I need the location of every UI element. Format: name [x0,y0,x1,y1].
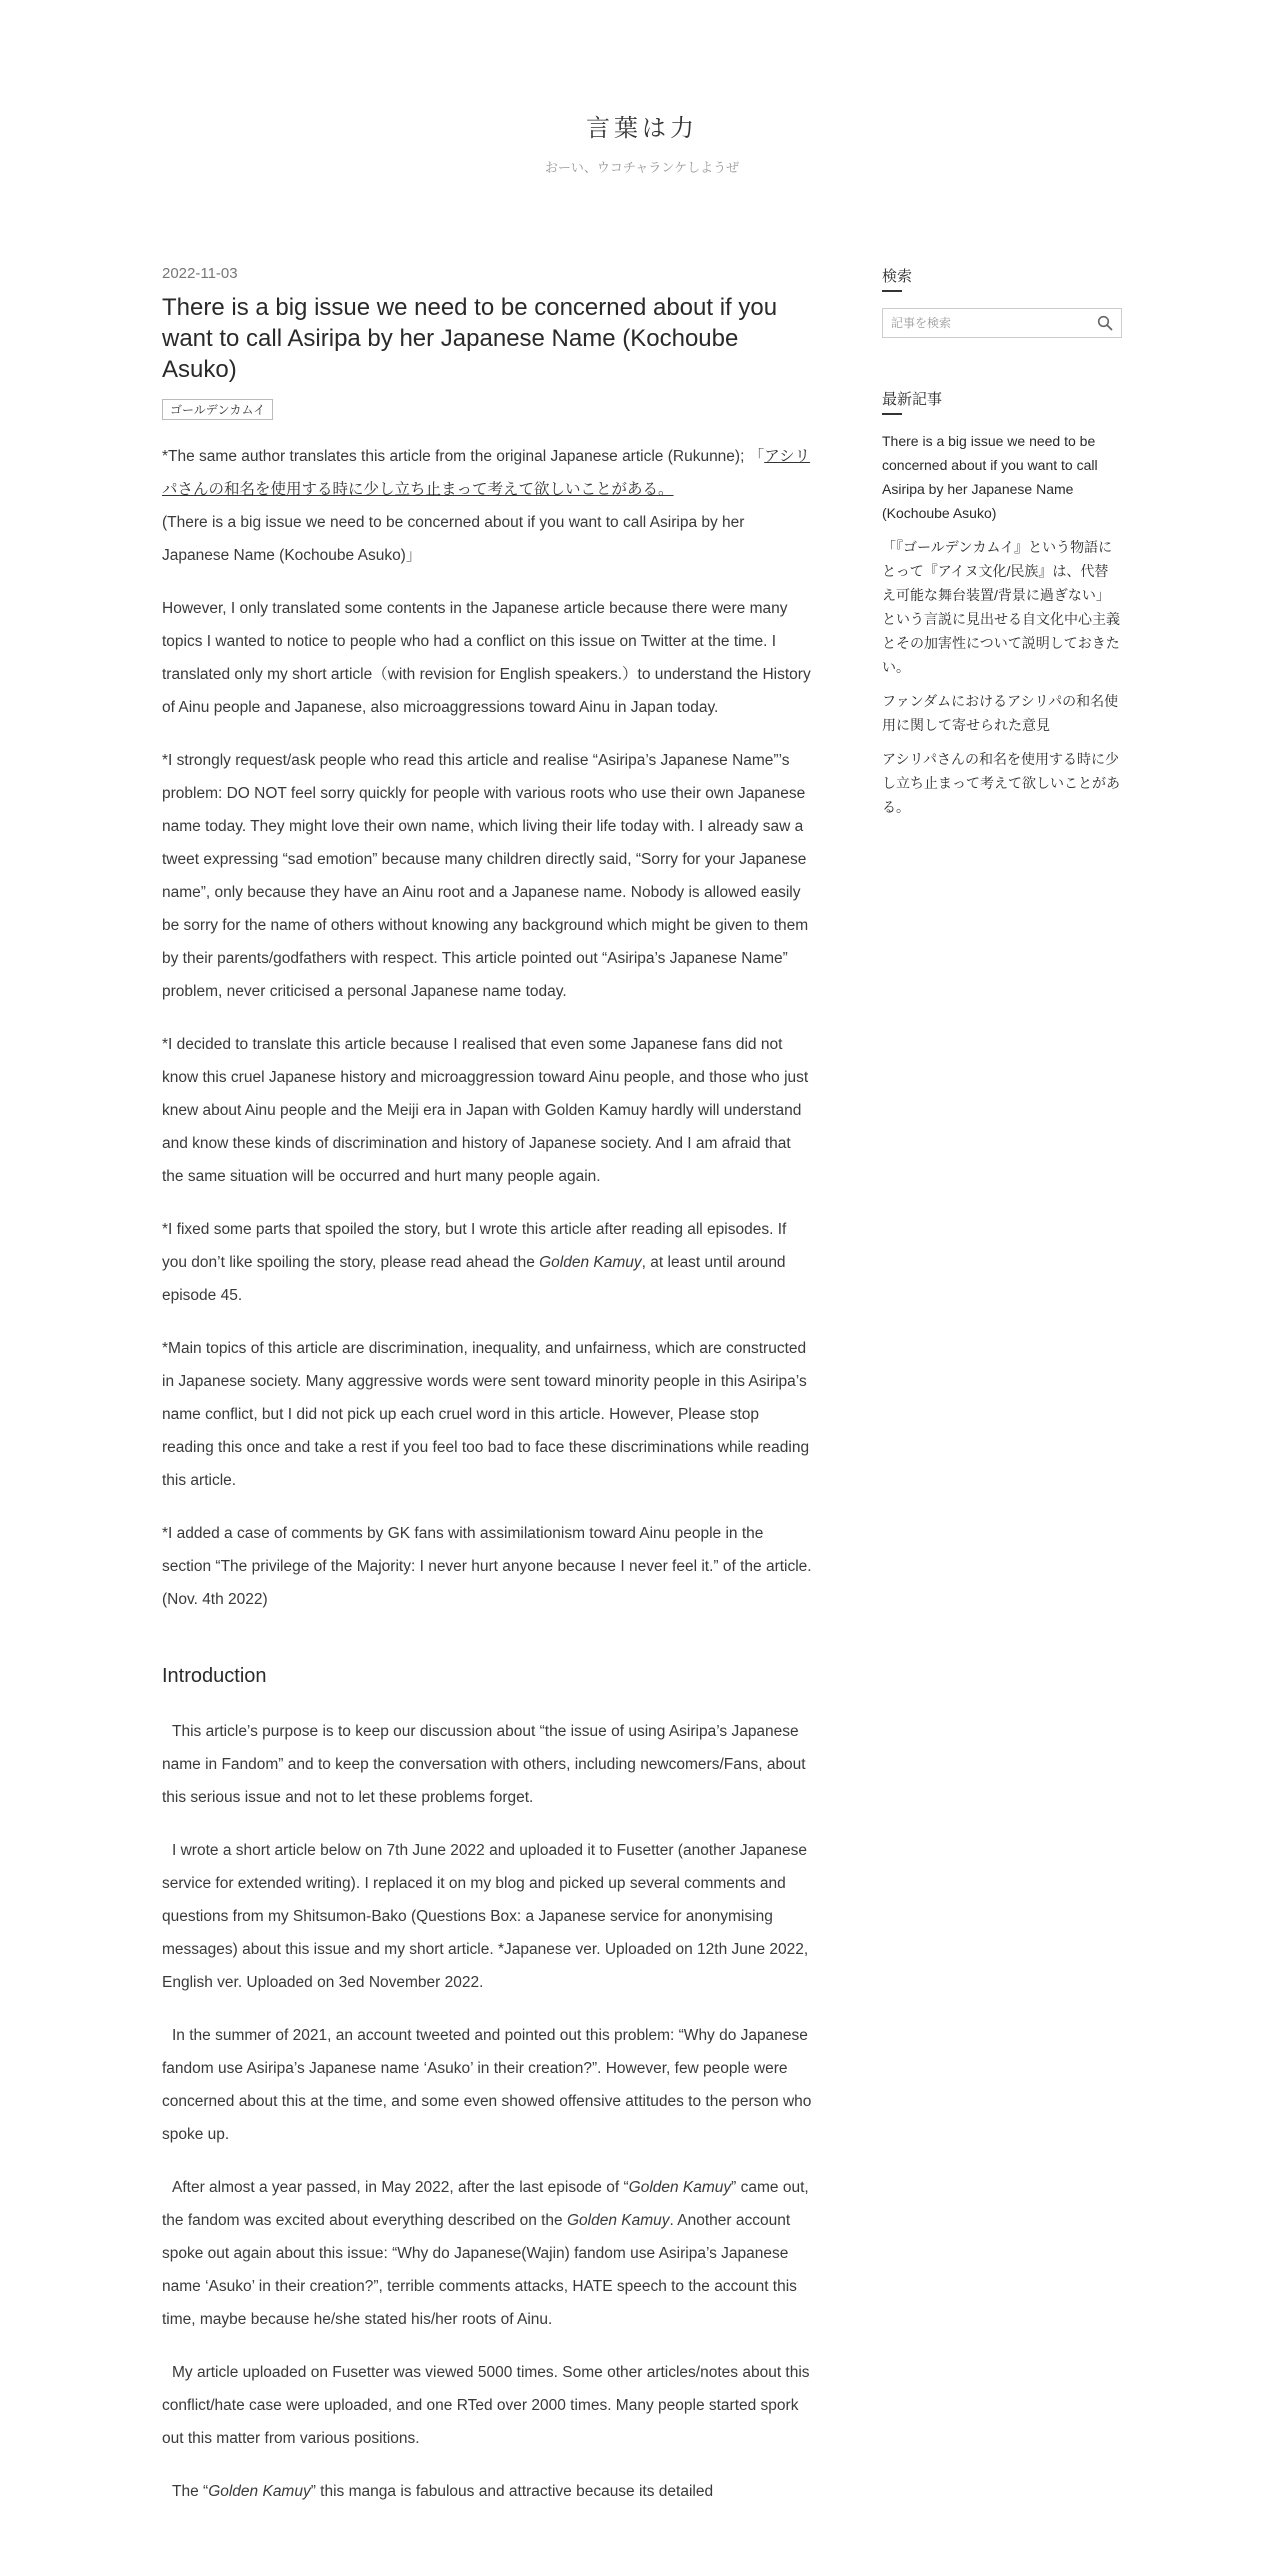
site-title[interactable]: 言葉は力 [586,115,698,142]
site-header [0,108,1284,176]
post-body [162,440,814,2508]
search-icon[interactable] [1097,315,1113,331]
paragraph: The “Golden Kamuy” this manga is fabulous and attractive because its detailed [172,2483,714,2500]
original-article-link[interactable]: アシリパさんの和名を使用する時に少し立ち止まって考えて欲しいことがある。 [162,448,811,498]
paragraph: *I added a case of comments by GK fans with assimilationism toward Ainu people in the section “The privilege of the Majority: I never hurt anyone because I never feel it.” of the article. (Nov. 4th 2022) [162,1525,812,1608]
recent-posts-list [882,429,1122,819]
category-tag[interactable]: ゴールデンカムイ [162,399,273,420]
paragraph: *I decided to translate this article because I realised that even some Japanese fans did not know this cruel Japanese history and microaggression toward Ainu people, and those who just knew about Ainu people and the Meiji era in Japan with Golden Kamuy hardly will understand and know these kinds of discrimination and history of Japanese society. And I am afraid that the same situation will be occurred and hurt many people again. [162,1036,809,1185]
search-widget [882,265,1122,338]
search-input[interactable] [883,309,1099,337]
recent-posts-widget [882,388,1122,819]
paragraph: *I fixed some parts that spoiled the story, but I wrote this article after reading all episodes. If you don’t like spoiling the story, please read ahead the Golden Kamuy, at least until around episode 45. [162,1221,787,1304]
search-widget-title: 検索 [882,265,912,292]
site-description: おーい、ウコチャランケしようぜ [544,160,740,175]
paragraph: This article’s purpose is to keep our discussion about “the issue of using Asiripa’s Japanese name in Fandom” and to keep the conversation with others, including newcomers/Fans, about this serious issue and not to let these problems forget. [162,1723,806,1806]
article [162,265,814,2528]
paragraph: After almost a year passed, in May 2022, after the last episode of “Golden Kamuy” came out, the fandom was excited about everything described on the Golden Kamuy. Another account spoke out again about this issue: “Why do Japanese(Wajin) fandom use Asiripa’s Japanese name ‘Asuko’ in their creation?”, terrible comments attacks, HATE speech to the account this time, maybe because he/she stated his/her roots of Ainu. [162,2179,809,2328]
recent-posts-title: 最新記事 [882,388,942,415]
paragraph: I wrote a short article below on 7th June 2022 and uploaded it to Fusetter (another Japanese service for extended writing). I replaced it on my blog and picked up several comments and questions from my Shitsumon-Bako (Questions Box: a Japanese service for anonymising messages) about this issue and my short article. *Japanese ver. Uploaded on 12th June 2022, English ver. Uploaded on 3ed November 2022. [162,1842,809,1991]
recent-post-link[interactable]: 「『ゴールデンカムイ』という物語にとって『アイヌ文化/民族』は、代替え可能な舞台装置/背景に過ぎない」という言説に見出せる自文化中心主義とその加害性について説明しておきたい。 [882,539,1120,675]
paragraph-translation-note: *The same author translates this article from the original Japanese article (Rukunne); 「アシリパさんの和名を使用する時に少し立ち止まって考えて欲しいことがある。 (There is a big issue we need to be concerned about if you want to call Asiripa by her Japanese Name (Kochoube Asuko)」 [162,448,811,564]
recent-post-link[interactable]: ファンダムにおけるアシリパの和名使用に関して寄せられた意見 [882,693,1119,733]
search-box [882,308,1122,338]
section-heading-introduction: Introduction [162,1665,267,1687]
paragraph: My article uploaded on Fusetter was viewed 5000 times. Some other articles/notes about this conflict/hate case were uploaded, and one RTed over 2000 times. Many people started spork out this matter from various positions. [162,2364,810,2447]
paragraph: *Main topics of this article are discrimination, inequality, and unfairness, which are constructed in Japanese society. Many aggressive words were sent toward minority people in this Asiripa’s name conflict, but I did not pick up each cruel word in this article. However, Please stop reading this once and take a rest if you feel too bad to face these discriminations while reading this article. [162,1340,810,1489]
recent-post-link[interactable]: There is a big issue we need to be concerned about if you want to call Asiripa by her Japanese Name (Kochoube Asuko) [882,433,1098,521]
paragraph: However, I only translated some contents in the Japanese article because there were many topics I wanted to notice to people who had a conflict on this issue on Twitter at the time. I translated only my short article（with revision for English speakers.）to understand the History of Ainu people and Japanese, also microaggressions toward Ainu in Japan today. [162,600,811,716]
post-date: 2022-11-03 [162,265,238,282]
paragraph: *I strongly request/ask people who read this article and realise “Asiripa’s Japanese Name”’s problem: DO NOT feel sorry quickly for people with various roots who use their own Japanese name today. They might love their own name, which living their life today with. I already saw a tweet expressing “sad emotion” because many children directly said, “Sorry for your Japanese name”, only because they have an Ainu root and a Japanese name. Nobody is allowed easily be sorry for the name of others without knowing any background which might be given to them by their parents/godfathers with respect. This article pointed out “Asiripa’s Japanese Name” problem, never criticised a personal Japanese name today. [162,752,809,1000]
recent-post-link[interactable]: アシリパさんの和名を使用する時に少し立ち止まって考えて欲しいことがある。 [882,751,1120,815]
paragraph: In the summer of 2021, an account tweeted and pointed out this problem: “Why do Japanese fandom use Asiripa’s Japanese name ‘Asuko’ in their creation?”. However, few people were concerned about this at the time, and some even showed offensive attitudes to the person who spoke up. [162,2027,812,2143]
post-title: There is a big issue we need to be concerned about if you want to call Asiripa by her Japanese Name (Kochoube Asuko) [162,294,778,383]
sidebar [882,265,1122,869]
